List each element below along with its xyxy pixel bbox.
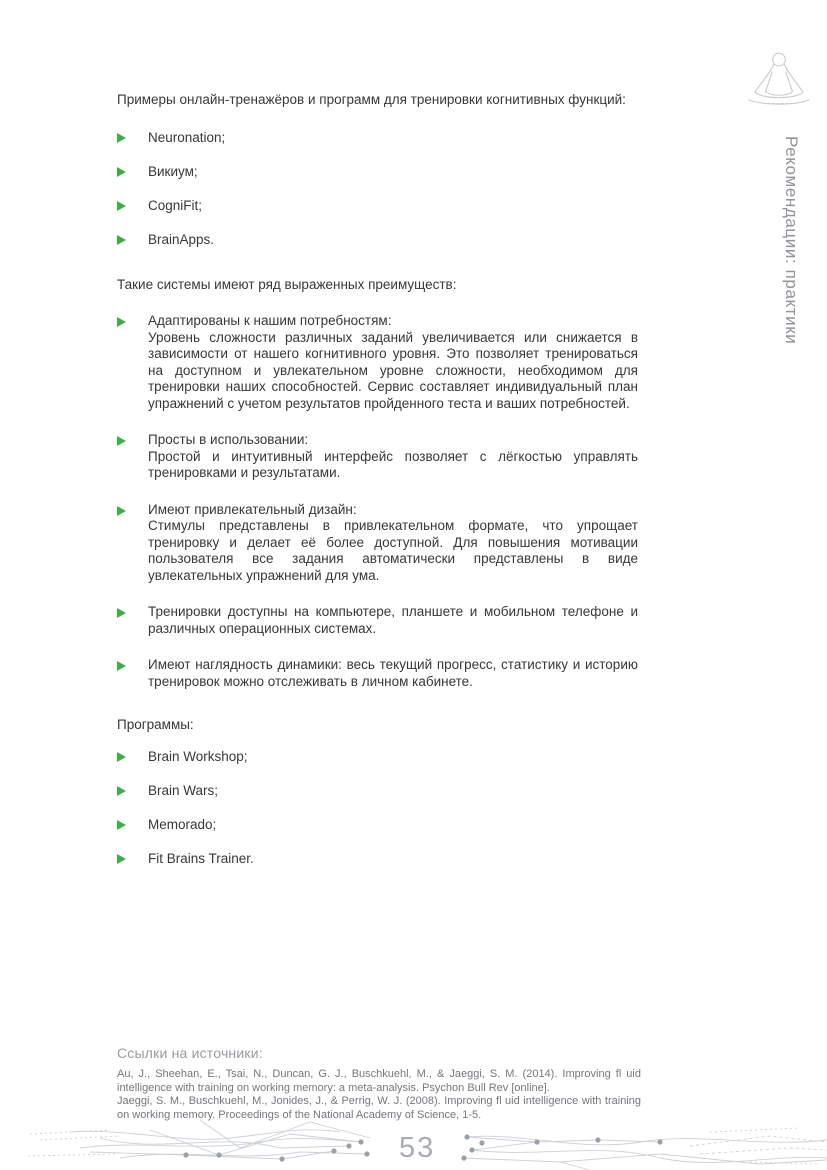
programs-heading: Программы: xyxy=(117,717,194,732)
intro-paragraph: Примеры онлайн-тренажёров и программ для тренировки когнитивных функций: xyxy=(117,92,626,107)
list-item-label: Memorado; xyxy=(148,816,217,832)
page-footer xyxy=(0,1118,827,1170)
advantages-heading: Такие системы имеют ряд выраженных преимуществ: xyxy=(117,276,457,292)
network-decoration-left-icon xyxy=(0,1118,378,1170)
network-decoration-right-icon xyxy=(450,1118,827,1170)
bullet-triangle-icon xyxy=(117,661,126,671)
advantage-body: Простой и интуитивный интерфейс позволяет с лёгкостью управлять тренировками и результатами. xyxy=(148,448,638,480)
meditation-icon xyxy=(746,50,812,110)
list-item xyxy=(117,783,638,800)
bullet-triangle-icon xyxy=(117,436,126,446)
advantage-body: Уровень сложности различных заданий увеличивается или снижается в зависимости от нашего когнитивного уровня. Это позволяет тренироваться на доступном и увлекательном уровне сложности, необходимом для тренировки наших способностей. Сервис составляет индивидуальный план упражнений с учетом результатов пройденного теста и ваших потребностей. xyxy=(148,329,638,411)
list-item xyxy=(117,130,638,147)
list-item xyxy=(117,164,638,181)
programs-list xyxy=(117,749,638,868)
advantage-text xyxy=(148,432,638,482)
advantage-body: Тренировки доступны на компьютере, планшете и мобильном телефоне и различных операционных системах. xyxy=(148,604,638,636)
bullet-triangle-icon xyxy=(117,201,126,211)
list-item-label: Brain Wars; xyxy=(148,782,219,798)
advantage-title: Адаптированы к нашим потребностям: xyxy=(148,313,392,328)
chapter-side-label: Рекомендации: практики xyxy=(782,136,801,345)
advantage-title: Имеют привлекательный дизайн: xyxy=(148,501,357,517)
advantage-text xyxy=(148,502,638,585)
list-item-label: CogniFit; xyxy=(148,197,203,213)
bullet-triangle-icon xyxy=(117,608,126,618)
bullet-triangle-icon xyxy=(117,820,126,830)
bullet-triangle-icon xyxy=(117,235,126,245)
bullet-triangle-icon xyxy=(117,133,126,143)
list-item-label: Brain Workshop; xyxy=(148,748,248,764)
advantage-text xyxy=(148,313,638,412)
advantage-item xyxy=(117,604,638,637)
list-item-label: Викиум; xyxy=(148,163,198,179)
citation: Jaeggi, S. M., Buschkuehl, M., Jonides, J., & Perrig, W. J. (2008). Improving fl uid intelligence with training on working memory. Proceedings of the National Academy of Science, 1-5. xyxy=(117,1095,641,1121)
list-item xyxy=(117,851,638,868)
list-item xyxy=(117,749,638,766)
advantage-body: Стимулы представлены в привлекательном формате, что упрощает тренировку и делает её более доступной. Для повышения мотивации пользователя все задания автоматически представлены в виде увлекательных упражнений для ума. xyxy=(148,518,638,583)
list-item-label: Neuronation; xyxy=(148,129,226,145)
citation: Au, J., Sheehan, E., Tsai, N., Duncan, G. J., Buschkuehl, M., & Jaeggi, S. M. (2014). Improving fl uid intelligence with training on working memory: a meta-analysis. Psychon Bull Rev [online]. xyxy=(117,1068,641,1094)
advantage-body: Имеют наглядность динамики: весь текущий прогресс, статистику и историю тренировок можно отслеживать в личном кабинете. xyxy=(148,657,638,689)
page-number: 53 xyxy=(399,1132,436,1164)
advantage-item xyxy=(117,432,638,482)
sources-section xyxy=(117,1045,641,1122)
trainers-list xyxy=(117,130,638,249)
bullet-triangle-icon xyxy=(117,167,126,177)
list-item xyxy=(117,198,638,215)
list-item xyxy=(117,232,638,249)
sources-heading: Ссылки на источники: xyxy=(117,1045,263,1061)
advantage-item xyxy=(117,502,638,585)
advantage-item xyxy=(117,657,638,690)
bullet-triangle-icon xyxy=(117,506,126,516)
list-item xyxy=(117,817,638,834)
list-item-label: BrainApps. xyxy=(148,231,215,247)
advantage-item xyxy=(117,313,638,412)
main-content xyxy=(117,92,638,885)
list-item-label: Fit Brains Trainer. xyxy=(148,850,254,866)
bullet-triangle-icon xyxy=(117,317,126,327)
bullet-triangle-icon xyxy=(117,786,126,796)
advantage-title: Просты в использовании: xyxy=(148,432,309,447)
bullet-triangle-icon xyxy=(117,854,126,864)
bullet-triangle-icon xyxy=(117,752,126,762)
